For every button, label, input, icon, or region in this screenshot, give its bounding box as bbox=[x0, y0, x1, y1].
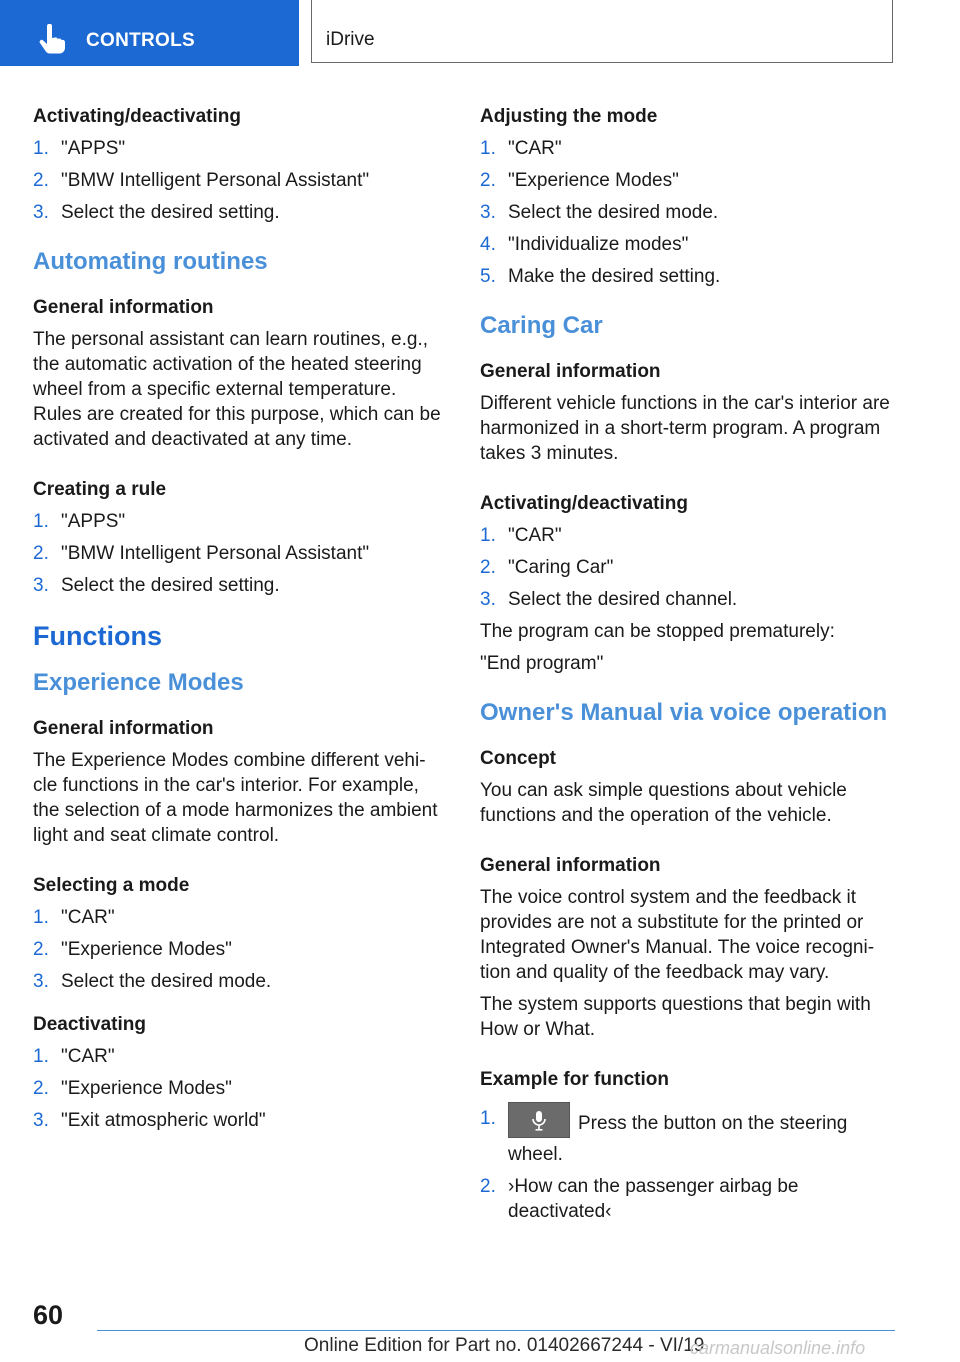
selecting-mode-steps bbox=[33, 905, 443, 994]
caring-car-heading: Caring Car bbox=[480, 312, 603, 339]
functions-heading: Functions bbox=[33, 621, 162, 651]
list-item: 1. "CAR" bbox=[480, 525, 562, 546]
list-item: 3. Select the desired setting. bbox=[33, 575, 280, 596]
page-number: 60 bbox=[33, 1300, 64, 1330]
list-item: 3. Select the desired channel. bbox=[480, 589, 738, 610]
list-item: 2. "Caring Car" bbox=[480, 557, 614, 578]
list-item: 2. "BMW Intelligent Personal Assistant" bbox=[33, 170, 370, 191]
caring-stop-text: The program can be stopped prematurely: bbox=[480, 621, 835, 642]
selecting-mode-heading: Selecting a mode bbox=[33, 875, 190, 896]
list-item: 1. "APPS" bbox=[33, 511, 126, 532]
caring-general-heading: General information bbox=[480, 361, 661, 382]
owners-manual-voice-heading: Owner's Manual via voice operation bbox=[480, 699, 888, 726]
example-steps bbox=[480, 1106, 900, 1224]
list-item: 3. Select the desired mode. bbox=[33, 971, 272, 992]
automating-general-heading: General information bbox=[33, 297, 214, 318]
list-item: 4. "Individualize modes" bbox=[480, 234, 689, 255]
list-item: 1. "CAR" bbox=[33, 1046, 115, 1067]
adjusting-mode-heading: Adjusting the mode bbox=[480, 106, 658, 127]
list-item: 2. "BMW Intelligent Personal Assistant" bbox=[33, 543, 370, 564]
deactivating-heading: Deactivating bbox=[33, 1014, 146, 1035]
list-item: 5. Make the desired setting. bbox=[480, 266, 721, 287]
activating-steps bbox=[33, 136, 443, 225]
deactivating-steps bbox=[33, 1044, 443, 1133]
example-heading: Example for function bbox=[480, 1069, 669, 1090]
left-column bbox=[33, 104, 443, 1140]
caring-general-text: Different vehicle functions in the car's interior are harmonized in a short-term program. A program takes 3 minutes. bbox=[480, 393, 890, 464]
list-item: 3. Select the desired setting. bbox=[33, 202, 280, 223]
list-item: 2. "Experience Modes" bbox=[480, 170, 679, 191]
pointing-hand-icon bbox=[38, 24, 66, 54]
microphone-icon bbox=[532, 1111, 546, 1131]
footer-divider bbox=[97, 1330, 895, 1331]
right-column bbox=[480, 104, 900, 1231]
list-item: 2. "Experience Modes" bbox=[33, 1078, 232, 1099]
concept-text: You can ask simple questions about vehicle functions and the operation of the vehicle. bbox=[480, 780, 847, 826]
concept-heading: Concept bbox=[480, 748, 556, 769]
experience-modes-heading: Experience Modes bbox=[33, 669, 244, 696]
experience-general-text: The Experience Modes combine different vehi-cle functions in the car's interior. For example, the selection of a mode harmonizes the ambient light and seat climate control. bbox=[33, 750, 438, 846]
chapter-tab-label: CONTROLS bbox=[86, 30, 196, 51]
list-item: 1. "APPS" bbox=[33, 138, 126, 159]
caring-end-text: "End program" bbox=[480, 653, 604, 674]
watermark: carmanualsonline.info bbox=[690, 1338, 866, 1358]
section-tab-label: iDrive bbox=[326, 29, 375, 50]
activating-heading: Activating/deactivating bbox=[33, 106, 241, 127]
manual-general-text: The voice control system and the feedback it provides are not a substitute for the printed or Integrated Owner's Manual. The voice recogni-tion and quality of the feedback may vary. bbox=[480, 887, 875, 983]
manual-support-text: The system supports questions that begin with How or What. bbox=[480, 994, 871, 1040]
adjusting-mode-steps bbox=[480, 136, 900, 289]
automating-general-text: The personal assistant can learn routines, e.g., the automatic activation of the heated steering wheel from a specific external temperature. Rules are created for this purpose, which can be activated and deactivated at any time. bbox=[33, 329, 441, 450]
creating-rule-heading: Creating a rule bbox=[33, 479, 167, 500]
edition-text: Online Edition for Part no. 01402667244 - VI/19 bbox=[304, 1335, 705, 1356]
list-item: 3. Select the desired mode. bbox=[480, 202, 719, 223]
caring-activating-heading: Activating/deactivating bbox=[480, 493, 688, 514]
list-item: 3. "Exit atmospheric world" bbox=[33, 1110, 266, 1131]
creating-rule-steps bbox=[33, 509, 443, 598]
section-tab bbox=[311, 0, 893, 63]
automating-routines-heading: Automating routines bbox=[33, 248, 268, 275]
caring-activating-steps bbox=[480, 523, 900, 612]
chapter-tab bbox=[0, 0, 299, 66]
list-item: 1. "CAR" bbox=[480, 138, 562, 159]
experience-general-heading: General information bbox=[33, 718, 214, 739]
manual-general-heading: General information bbox=[480, 855, 661, 876]
list-item: 2. ›How can the passenger airbag be deactivated‹ bbox=[480, 1176, 799, 1222]
list-item: 1. "CAR" bbox=[33, 907, 115, 928]
list-item: 1. Press the button on the steering wheel. bbox=[480, 1106, 900, 1167]
list-item: 2. "Experience Modes" bbox=[33, 939, 232, 960]
steering-wheel-voice-button bbox=[508, 1102, 570, 1138]
page-header bbox=[0, 0, 960, 66]
